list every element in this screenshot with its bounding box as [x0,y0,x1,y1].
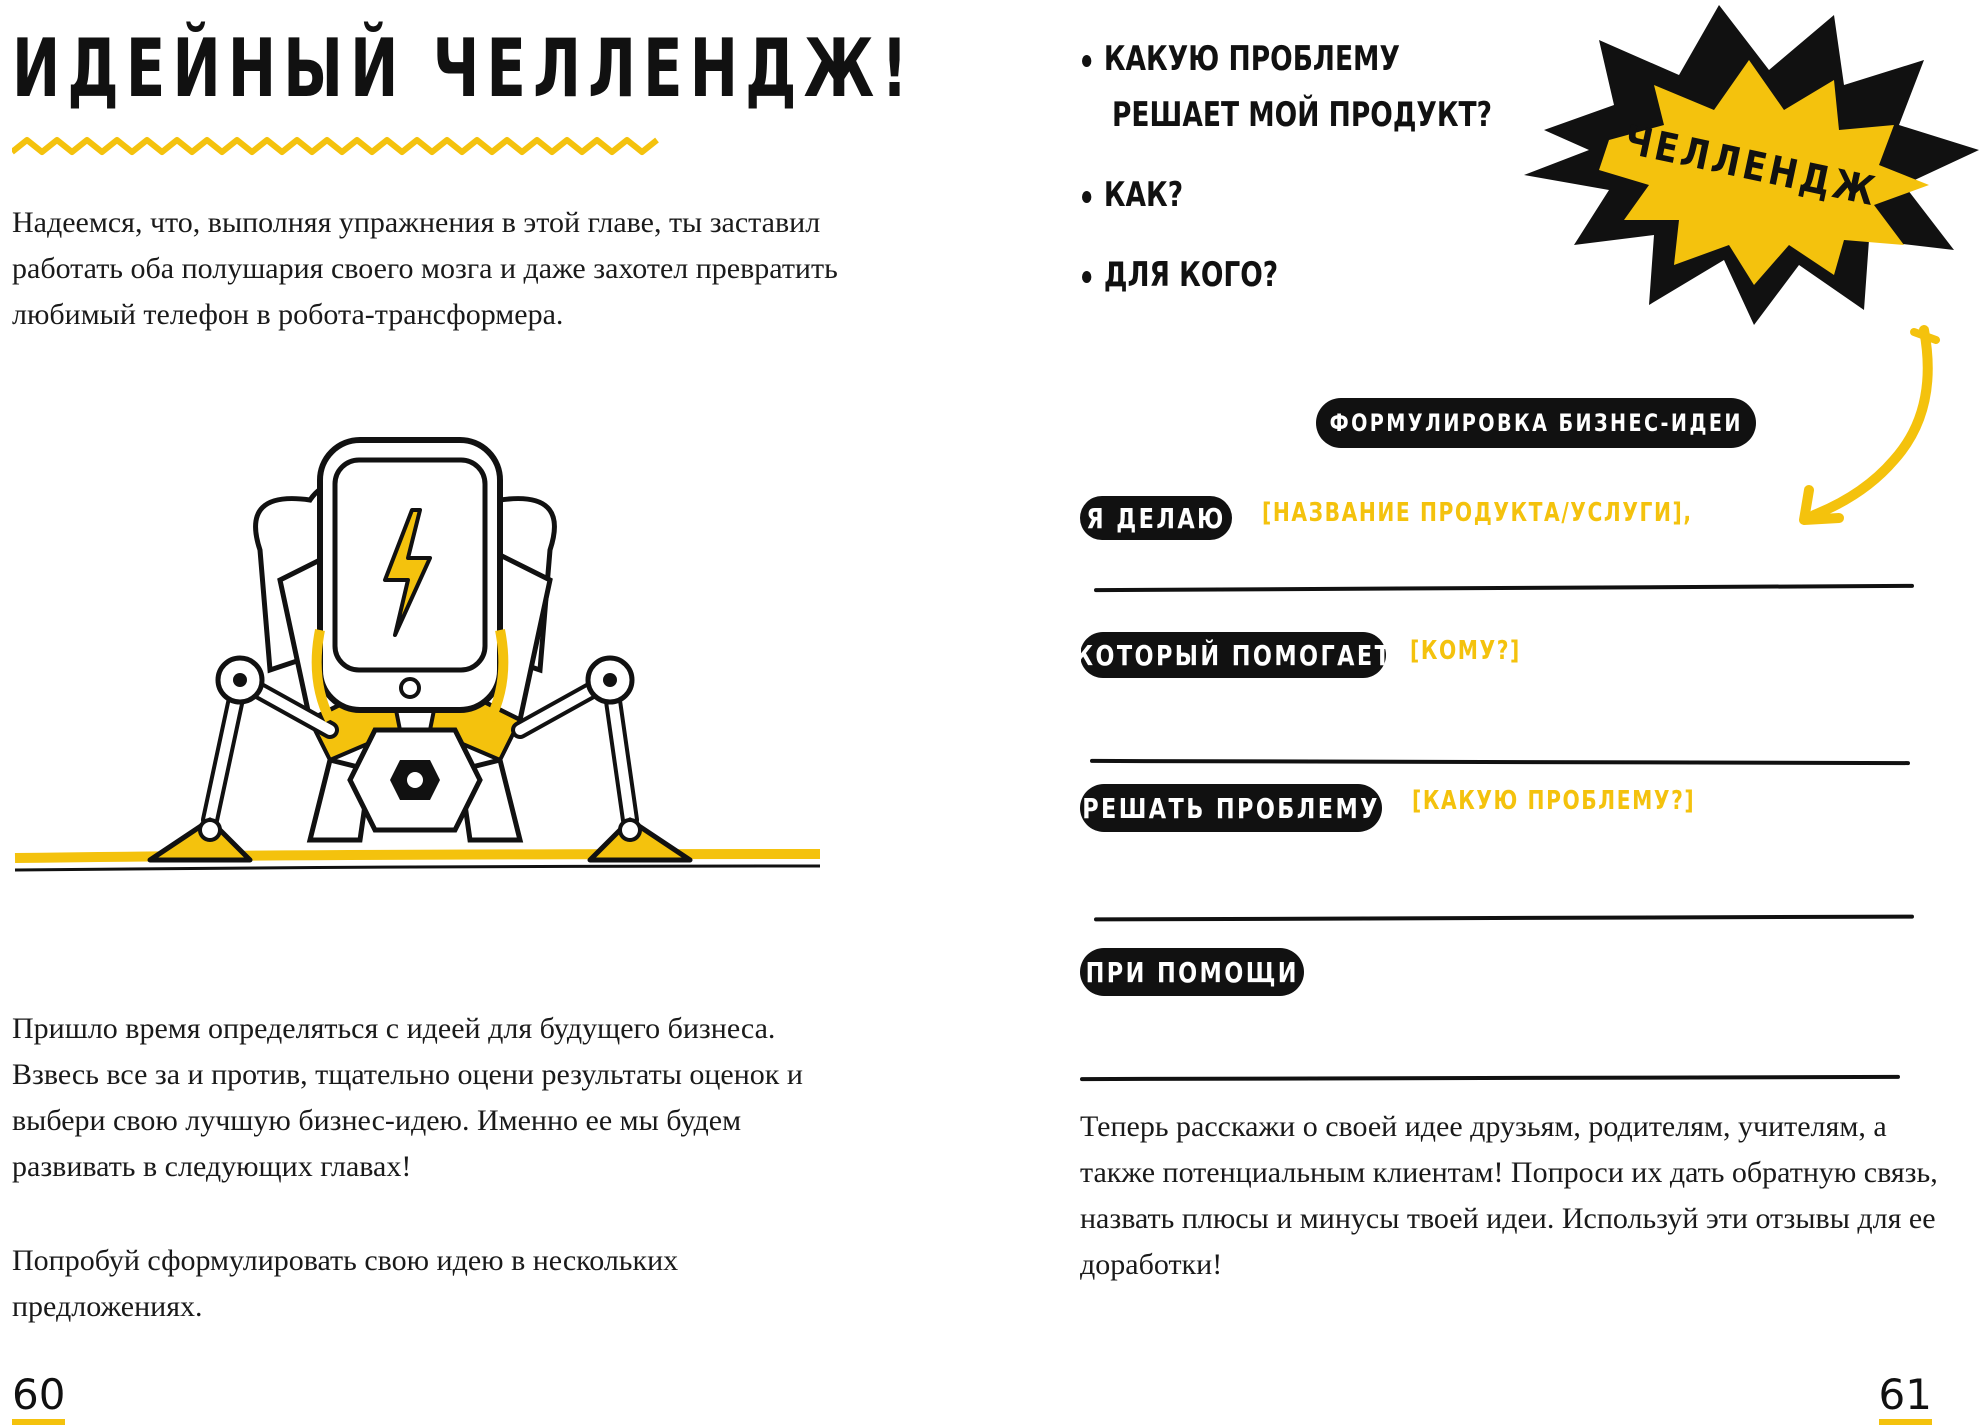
burst-label: Челлендж [1620,116,1883,216]
question-problem-cont: РЕШАЕТ МОЙ ПРОДУКТ? [1112,95,1493,135]
page-number-right: 61 [1879,1370,1932,1419]
hint-which-problem: [КАКУЮ ПРОБЛЕМУ?] [1412,786,1696,816]
question-how: КАК? [1082,168,1183,222]
title-underline-zigzag [12,132,662,162]
form-title-pill: ФОРМУЛИРОВКА БИЗНЕС-ИДЕИ [1316,398,1756,448]
answer-line-2[interactable] [1090,759,1910,765]
bullet-icon [1082,271,1091,283]
answer-line-1[interactable] [1094,584,1914,592]
answer-line-4[interactable] [1080,1075,1900,1081]
page-number-left: 60 [12,1370,65,1419]
phone-robot-illustration [10,430,830,890]
page-title: ИДЕЙНЫЙ ЧЕЛЛЕНДЖ! [12,22,915,115]
choose-idea-paragraph: Пришло время определяться с идеей для будущего бизнеса. Взвесь все за и против, тщательно оцени результаты оценок и выбери свою лучшую бизнес-идею. Именно ее мы будем развивать в следующих главах! [12,1012,803,1183]
challenge-burst-badge [1504,0,1984,330]
formulate-idea-paragraph: Попробуй сформулировать свою идею в нескольких предложениях. [12,1244,679,1323]
bullet-icon [1082,191,1091,203]
answer-line-3[interactable] [1094,915,1914,922]
right-page [994,0,1988,1428]
feedback-paragraph: Теперь расскажи о своей идее друзьям, родителям, учителям, а также потенциальным клиентам! Попроси их дать обратную связь, назвать плюсы и минусы твоей идеи. Используй эти отзывы для ее доработки! [1080,1110,1938,1281]
hint-whom: [КОМУ?] [1410,636,1521,666]
yellow-arrow-icon [1764,320,1944,530]
label-i-make: Я ДЕЛАЮ [1080,496,1232,540]
hint-product-name: [НАЗВАНИЕ ПРОДУКТА/УСЛУГИ], [1262,498,1693,528]
question-for-whom: ДЛЯ КОГО? [1082,248,1278,302]
bullet-icon [1082,55,1091,67]
label-solve-problem: РЕШАТЬ ПРОБЛЕМУ [1080,784,1382,832]
label-using: ПРИ ПОМОЩИ [1080,948,1304,996]
label-which-helps: КОТОРЫЙ ПОМОГАЕТ [1080,632,1386,678]
question-problem: КАКУЮ ПРОБЛЕМУ [1082,32,1400,86]
intro-paragraph: Надеемся, что, выполняя упражнения в этой главе, ты заставил работать оба полушария своего мозга и даже захотел превратить любимый телефон в робота-трансформера. [12,206,838,331]
